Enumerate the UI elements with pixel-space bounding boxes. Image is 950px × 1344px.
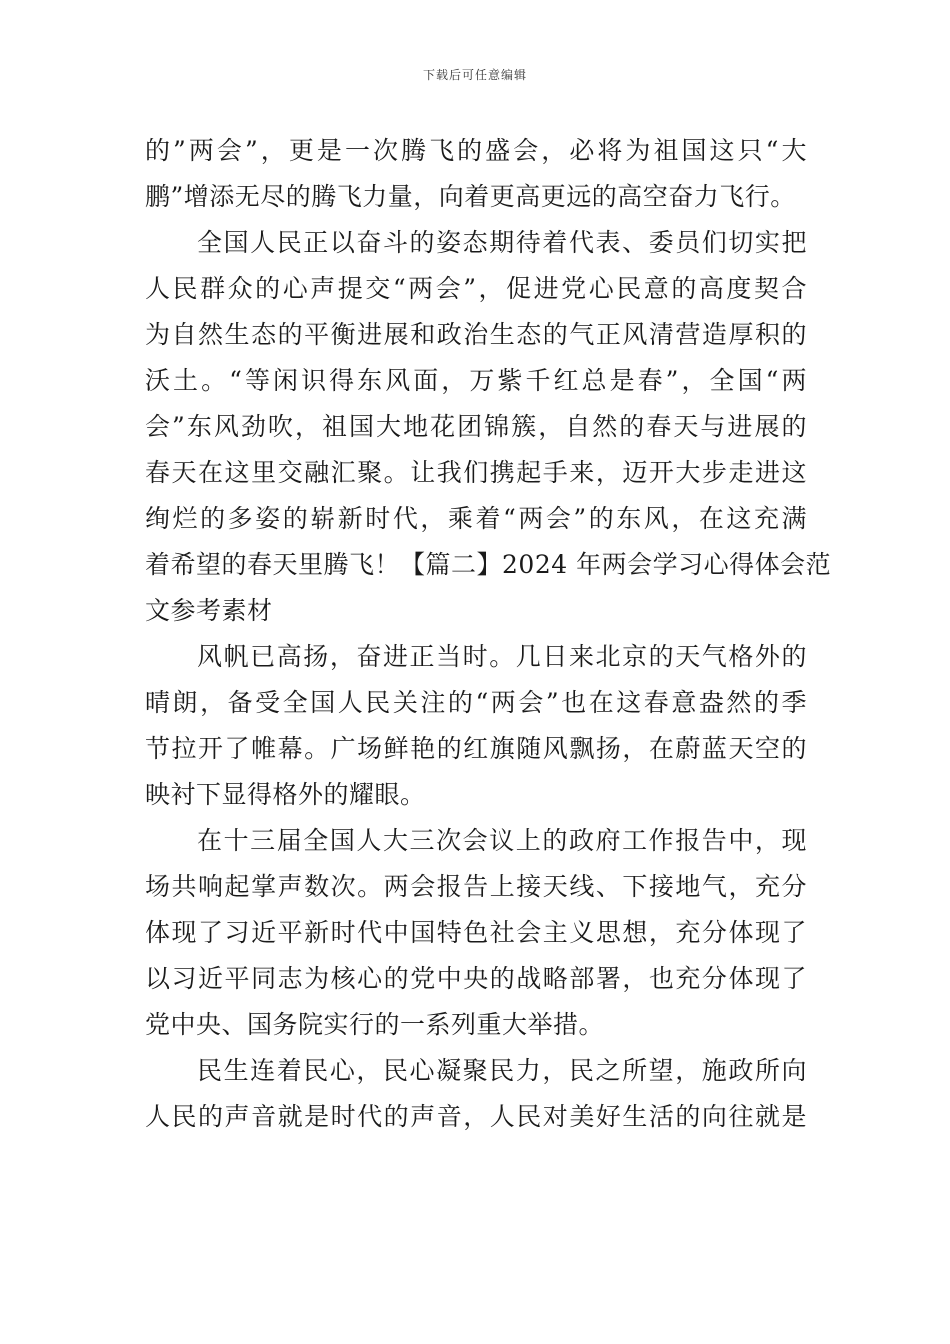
text-line: 全国人民正以奋斗的姿态期待着代表、委员们切实把 <box>197 228 807 257</box>
text-line: 鹏”增添无尽的腾飞力量，向着更高更远的高空奋力飞行。 <box>145 182 796 211</box>
text-line: 映衬下显得格外的耀眼。 <box>145 780 426 809</box>
text-line: 着希望的春天里腾飞！【篇二】2024 年两会学习心得体会范 <box>145 550 832 579</box>
text-line: 民生连着民心，民心凝聚民力，民之所望，施政所向 <box>197 1056 807 1085</box>
text-line: 党中央、国务院实行的一系列重大举措。 <box>145 1010 605 1039</box>
text-line: 人民的声音就是时代的声音，人民对美好生活的向往就是 <box>145 1102 807 1131</box>
page-header-note: 下载后可任意编辑 <box>422 68 527 82</box>
text-line: 晴朗，备受全国人民关注的“两会”也在这春意盎然的季 <box>145 688 807 717</box>
text-line: 风帆已高扬，奋进正当时。几日来北京的天气格外的 <box>197 642 807 671</box>
document-body <box>145 128 832 1140</box>
text-line: 以习近平同志为核心的党中央的战略部署，也充分体现了 <box>145 964 807 993</box>
text-line: 节拉开了帷幕。广场鲜艳的红旗随风飘扬，在蔚蓝天空的 <box>145 734 807 763</box>
text-line: 在十三届全国人大三次会议上的政府工作报告中，现 <box>197 826 807 855</box>
text-line: 沃土。“等闲识得东风面，万紫千红总是春”，全国“两 <box>145 366 807 395</box>
text-line: 会”东风劲吹，祖国大地花团锦簇，自然的春天与进展的 <box>145 412 807 441</box>
text-line: 人民群众的心声提交“两会”，促进党心民意的高度契合 <box>145 274 807 303</box>
text-line: 为自然生态的平衡进展和政治生态的气正风清营造厚积的 <box>145 320 807 349</box>
text-line: 文参考素材 <box>145 596 273 625</box>
text-line: 春天在这里交融汇聚。让我们携起手来，迈开大步走进这 <box>145 458 807 487</box>
text-line: 的”两会”，更是一次腾飞的盛会，必将为祖国这只“大 <box>145 136 807 165</box>
text-line: 体现了习近平新时代中国特色社会主义思想，充分体现了 <box>145 918 807 947</box>
text-line: 绚烂的多姿的崭新时代，乘着“两会”的东风，在这充满 <box>145 504 807 533</box>
text-line: 场共响起掌声数次。两会报告上接天线、下接地气，充分 <box>145 872 807 901</box>
